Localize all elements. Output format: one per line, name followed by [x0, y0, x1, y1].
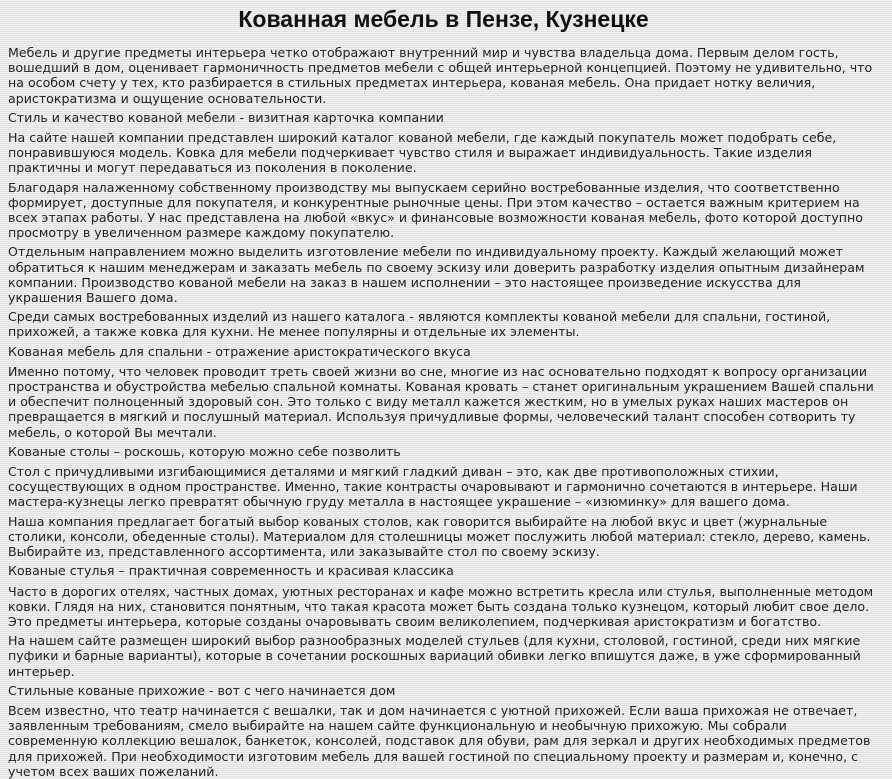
subheading-tables: Кованые столы – роскошь, которую можно себе позволить — [8, 443, 401, 459]
subheading-chairs: Кованые стулья – практичная современность и красивая классика — [8, 563, 454, 579]
paragraph-custom-orders: Отдельным направлением можно выделить изготовление мебели по индивидуальному проекту. Каждый желающий может обратиться к нашим менеджерам и заказать мебель по своему эскизу или доверить разработку изделия опытным дизайнерам компании. Производство кованой мебели на заказ в нашем исполнении – это настоящее произведение искусства для украшения Вашего дома. — [8, 244, 865, 306]
paragraph-catalog: На сайте нашей компании представлен широкий каталог кованой мебели, где каждый покупатель может подобрать себе, понравившуюся модель. Ковка для мебели подчеркивает чувство стиля и выражает индивидуальность. Такие изделия практичны и могут передаваться из поколения в поколение. — [8, 130, 837, 176]
paragraph-hallways: Всем известно, что театр начинается с вешалки, так и дом начинается с уютной прихожей. Если ваша прихожая не отвечает, заявленным требованиям, смело выбирайте на нашем сайте функциональную и необычную прихожую. Мы собрали современную коллекцию вешалок, банкеток, консолей, подставок для обуви, рам для зеркал и других необходимых предметов для прихожей. При необходимости изготовим мебель для вашей гостиной по специальному проекту и размерам и, конечно, с учетом всех ваших пожеланий. — [8, 702, 871, 779]
paragraph-intro: Мебель и другие предметы интерьера четко отображают внутренний мир и чувства владельца дома. Первым делом гость, вошедший в дом, оценивает гармоничность предметов мебели с общей интерьерной концепцией. Поэтому не удивительно, что на особом счету у тех, кто разбирается в стильных предметах интерьера, кованая мебель. Она придает нотку величия, аристократизма и ощущение основательности. — [8, 45, 873, 106]
paragraph-chairs-choice: На нашем сайте размещен широкий выбор разнообразных моделей стульев (для кухни, столовой, гостиной, среди них мягкие пуфики и барные варианты), которые в сочетании роскошных вариаций обивки легко впишутся даже, в уже сформированный интерьер. — [8, 633, 861, 679]
paragraph-bedroom: Именно потому, что человек проводит треть своей жизни во сне, многие из нас основательно подходят к вопросу организации пространства и обустройства мебелью спальной комнаты. Кованая кровать – станет оригинальным украшением Вашей спальни и обеспечит полноценный здоровый сон. Это только с виду металл кажется жестким, но в умелых руках наших мастеров он превращается в мягкий и послушный материал. Используя причудливые формы, человеческий талант способен сотворить ту мебель, о которой Вы мечтали. — [8, 363, 874, 440]
paragraph-production: Благодаря налаженному собственному производству мы выпускаем серийно востребованные изделия, что соответственно формирует, доступные для покупателя, и конкурентные рыночные цены. При этом качество – остается важным критерием на всех этапах работы. У нас представлена на любой «вкус» и финансовые возможности кованая мебель, фото которой доступно просмотру в увеличенном размере каждому покупателю. — [8, 179, 863, 241]
page-title: Кованная мебель в Пензе, Кузнецке — [238, 6, 649, 32]
paragraph-tables-choice: Наша компания предлагает богатый выбор кованых столов, как говорится выбирайте на любой вкус и цвет (журнальные столики, консоли, обеденные столы). Материалом для столешницы может послужить любой материал: стекло, дерево, камень. Выбирайте из, представленного ассортимента, или заказывайте стол по своему эскизу. — [8, 513, 871, 560]
subheading-hallways: Стильные кованые прихожие - вот с чего начинается дом — [8, 682, 396, 698]
subheading-bedroom: Кованая мебель для спальни - отражение аристократического вкуса — [8, 343, 471, 359]
article-body — [8, 45, 879, 779]
subheading-style-quality: Стиль и качество кованой мебели - визитная карточка компании — [8, 109, 444, 125]
paragraph-chairs-hotels: Часто в дорогих отелях, частных домах, уютных ресторанах и кафе можно встретить кресла или стулья, выполненные методом ковки. Глядя на них, становится понятным, что такая красота может быть создана только кузнецом, который любит свое дело. Это предметы интерьера, которые созданы очаровывать своим великолепием, подчеркивая аристократизм и богатство. — [8, 583, 874, 629]
paragraph-popular-sets: Среди самых востребованных изделий из нашего каталога - являются комплекты кованой мебели для спальни, гостиной, прихожей, а также ковка для кухни. Не менее популярны и отдельные их элементы. — [8, 309, 831, 340]
paragraph-tables-contrast: Стол с причудливыми изгибающимися деталями и мягкий гладкий диван – это, как две противоположных стихии, сосуществующих в одном пространстве. Именно, такие контрасты очаровывают и гармонично сочетаются в интерьере. Наши мастера-кузнецы легко превратят обычную груду металла в настоящее украшение – «изюминку» для вашего дома. — [8, 464, 858, 510]
